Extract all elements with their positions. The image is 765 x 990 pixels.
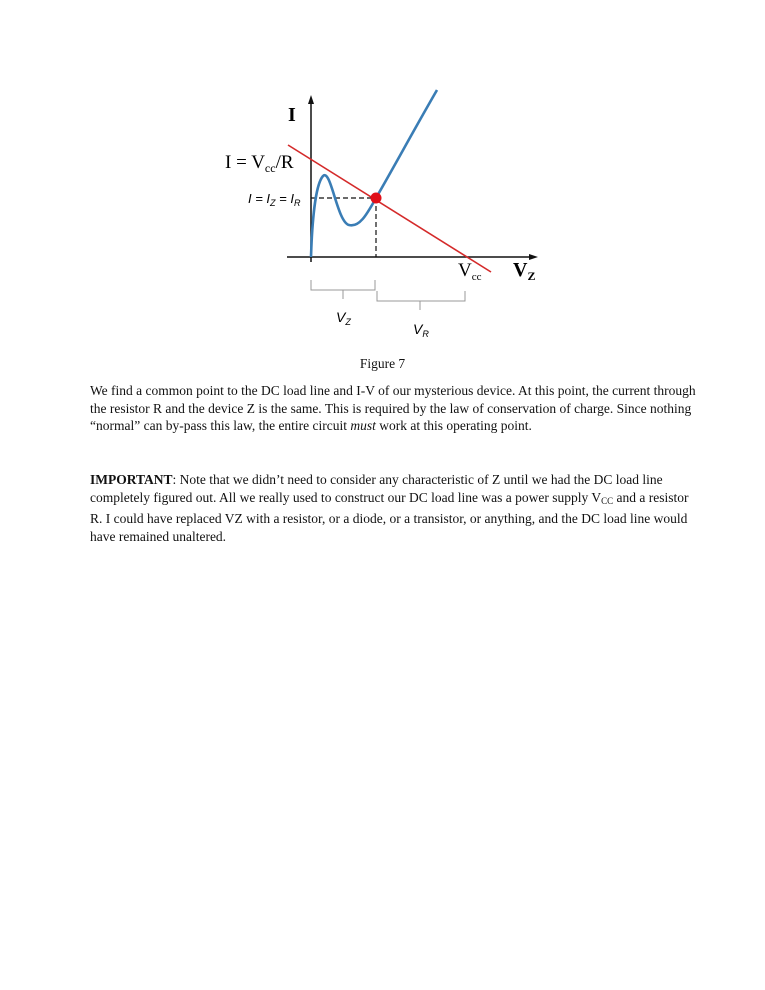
intercept-label: $I = V_{cc}/R$ xyxy=(225,152,294,175)
iv-curve xyxy=(311,90,437,257)
y-axis-arrow-icon xyxy=(308,95,314,104)
dc-load-line xyxy=(288,145,491,272)
operating-current-label: $I = I_Z = I_R$ xyxy=(248,191,301,208)
x-axis-label: $V_Z$ xyxy=(513,259,536,283)
figure-caption: Figure 7 xyxy=(359,356,406,371)
vr-bracket-label: $V_R$ xyxy=(413,321,429,339)
x-axis-arrow-icon xyxy=(529,254,538,260)
important-label: IMPORTANT xyxy=(90,472,173,487)
operating-point xyxy=(371,193,382,204)
subscript-text: CC xyxy=(601,495,614,506)
load-line-figure xyxy=(0,0,765,345)
paragraph-text: : Note that we didn’t need to consider any characteristic of Z until we had the DC load line completely figured out. All we really used to construct our DC load line was a power supply V xyxy=(90,472,663,505)
paragraph-operating-point xyxy=(90,382,700,435)
paragraph-text: We find a common point to the DC load line and I-V of our mysterious device. At this point, the current through the resistor R and the device Z is the same. This is required by the law of conservation of charge. Since nothing “normal” can by-pass this law, the entire circuit xyxy=(90,383,696,433)
vz-bracket xyxy=(311,280,375,299)
emphasis-text: must xyxy=(350,418,376,433)
y-axis-label: I xyxy=(288,104,296,126)
paragraph-important xyxy=(90,471,700,545)
vcc-label: $V_{cc}$ xyxy=(458,260,482,283)
iv-diagram xyxy=(0,0,765,345)
paragraph-text: work at this operating point. xyxy=(375,418,532,433)
vr-bracket xyxy=(377,291,465,310)
vz-bracket-label: $V_Z$ xyxy=(336,309,351,327)
paragraph-text: and a resistor R. I could have replaced VZ with a resistor, or a diode, or a transistor, or anything, and the DC load line would have remained unaltered. xyxy=(90,489,689,544)
